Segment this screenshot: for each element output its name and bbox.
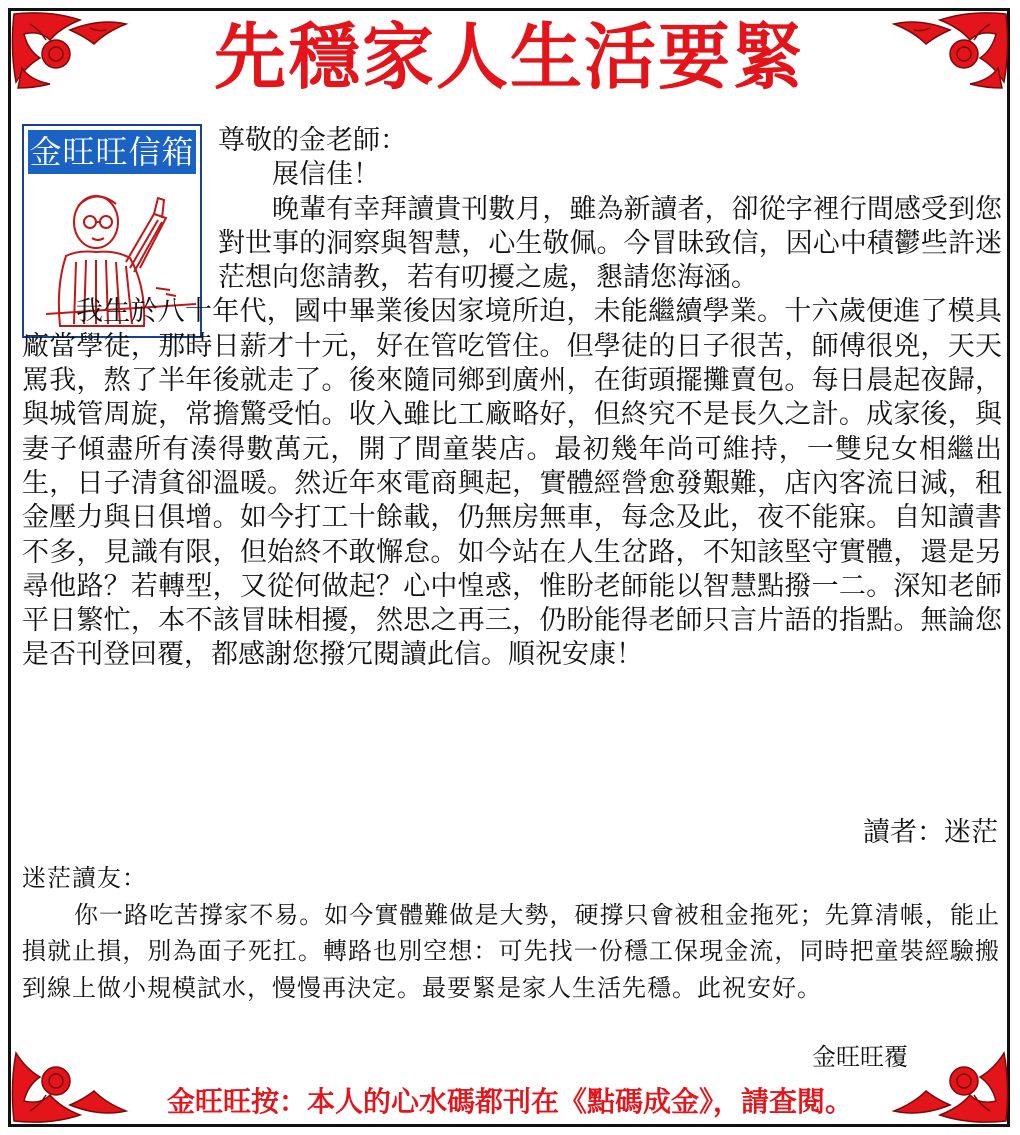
column-logo-label: 金旺旺信箱 [28, 130, 196, 174]
letter-greeting: 展信佳！ [272, 159, 380, 191]
reply-body: 你一路吃苦撐家不易。如今實體難做是大勢，硬撐只會被租金拖死；先算清帳，能止損就止損，別為面子死扛。轉路也別空想：可先找一份穩工保現金流，同時把童裝經驗搬到線上做小規模試水，慢慢再決定。最要緊是家人生活先穩。此祝安好。 [22, 900, 1000, 1002]
reader-letter [22, 124, 1002, 673]
page-title: 先穩家人生活要緊 [213, 14, 806, 99]
footer-note: 金旺旺按：本人的心水碼都刊在《點碼成金》，請查閱。 [166, 1085, 853, 1118]
letter-paragraph-2: 我生於八十年代，國中畢業後因家境所迫，未能繼續學業。十六歲便進了模具廠當學徒，那時日薪才十元，好在管吃管住。但學徒的日子很苦，師傅很兇，天天罵我，熬了半年後就走了。後來隨同鄉到廣州，在街頭擺攤賣包。每日晨起夜歸，與城管周旋，常擔驚受怕。收入雖比工廠略好，但終究不是長久之計。成家後，與妻子傾盡所有湊得數萬元，開了間童裝店。最初幾年尚可維持，一雙兒女相繼出生，日子清貧卻溫暖。然近年來電商興起，實體經營愈發艱難，店內客流日減，租金壓力與日俱增。如今打工十餘載，仍無房無車，每念及此，夜不能寐。自知讀書不多，見識有限，但始終不敢懈怠。如今站在人生岔路，不知該堅守實體，還是另尋他路？若轉型，又從何做起？心中惶惑，惟盼老師能以智慧點撥一二。深知老師平日繁忙，本不該冒昧相擾，然思之再三，仍盼能得老師只言片語的指點。無論您是否刊登回覆，都感謝您撥冗閱讀此信。順祝安康！ [22, 296, 1002, 671]
editor-reply [22, 860, 1000, 1006]
reply-salutation: 迷茫讀友： [22, 864, 147, 892]
letter-paragraph-1: 晚輩有幸拜讀貴刊數月，雖為新讀者，卻從字裡行間感受到您對世事的洞察與智慧，心生敬佩。今冒昧致信，因心中積鬱些許迷茫想向您請教，若有叨擾之處，懇請您海涵。 [218, 193, 1002, 294]
letter-salutation: 尊敬的金老師： [218, 125, 407, 156]
reader-signature: 讀者：迷茫 [863, 817, 998, 848]
editor-signature: 金旺旺覆 [812, 1043, 908, 1071]
